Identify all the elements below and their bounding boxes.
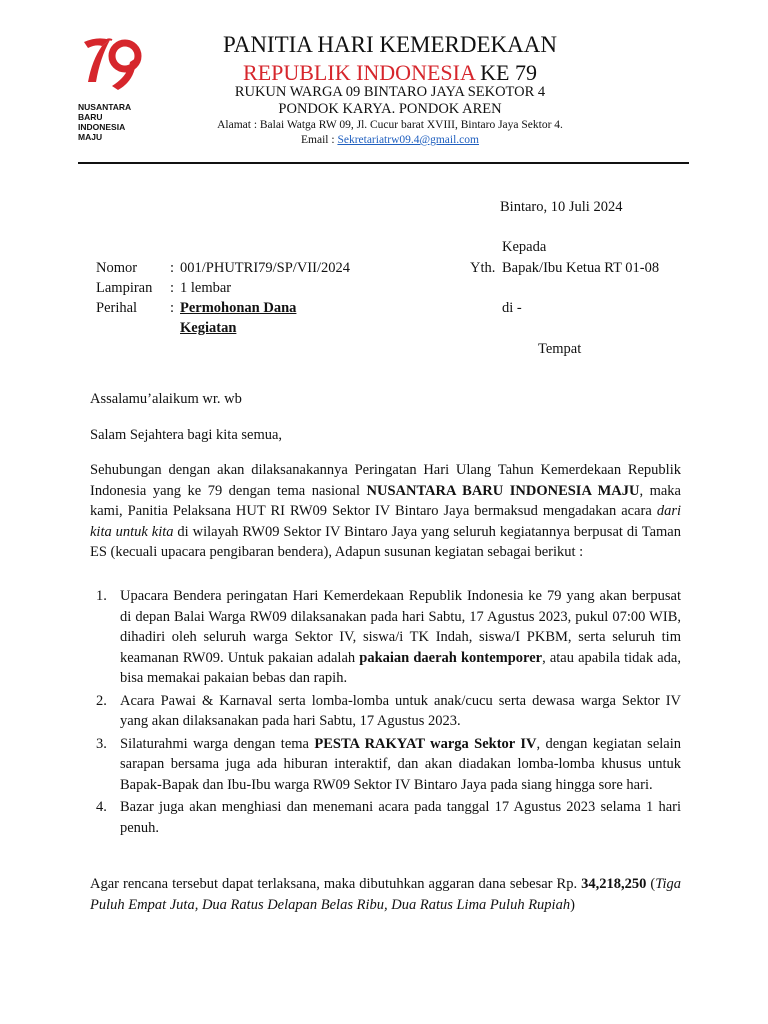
header-divider bbox=[78, 162, 689, 164]
item1-bold: pakaian daerah kontemporer bbox=[359, 649, 543, 666]
logo-line-2: BARU bbox=[78, 112, 103, 122]
email-label: Email : bbox=[301, 134, 338, 146]
letter-date: Bintaro, 10 Juli 2024 bbox=[500, 199, 623, 215]
item3-text-a: Silaturahmi warga dengan tema bbox=[120, 735, 315, 752]
lampiran-label: Lampiran bbox=[96, 280, 153, 296]
perihal-line-1: Permohonan Dana bbox=[180, 300, 297, 316]
item1-text-b: , atau apabila tidak ada, bisa memakai pakaian bebas dan rapih. bbox=[120, 649, 681, 686]
header-subtitle-red: REPUBLIK INDONESIA bbox=[243, 60, 475, 85]
lampiran-value: 1 lembar bbox=[180, 280, 232, 296]
intro-text-c: di wilayah RW09 Sektor IV Bintaro Jaya yang seluruh kegiatannya berpusat di Taman ES (kecuali upacara pengibaran bendera), Adapun susunan kegiatan sebagai berikut : bbox=[90, 523, 681, 560]
item2-text: Acara Pawai & Karnaval serta lomba-lomba untuk anak/cucu serta dewasa warga Sektor IV yang akan dilaksanakan pada hari Sabtu, 17 Agustus 2023. bbox=[120, 692, 681, 729]
nomor-colon: : bbox=[170, 260, 175, 276]
logo-line-3: INDONESIA bbox=[78, 122, 126, 132]
nomor-label: Nomor bbox=[96, 260, 138, 276]
list-number: 4. bbox=[96, 799, 107, 815]
logo-line-1: NUSANTARA bbox=[78, 102, 132, 112]
closing-paren-open: ( bbox=[650, 876, 656, 892]
item4-text: Bazar juga akan menghiasi dan menemani acara pada tanggal 17 Agustus 2023 selama 1 hari penuh. bbox=[120, 799, 681, 836]
recipient-yth: Yth. bbox=[470, 260, 496, 276]
list-item bbox=[90, 734, 681, 796]
closing-amount: 34,218,250 bbox=[581, 876, 647, 892]
header-area: PONDOK KARYA. PONDOK AREN bbox=[278, 101, 502, 117]
closing-amount-words: Tiga Puluh Empat Juta, Dua Ratus Delapan Belas Ribu, Dua Ratus Lima Puluh Rupiah bbox=[90, 876, 682, 913]
nomor-value: 001/PHUTRI79/SP/VII/2024 bbox=[180, 260, 350, 276]
item3-text-b: , dengan kegiatan selain sarapan bersama juga ada hiburan interaktif, dan akan diadakan lomba-lomba khusus untuk Bapak-Bapak dan Ibu-Ibu warga RW09 Sektor IV Bintaro Jaya pada siang hingga sore hari. bbox=[120, 735, 681, 793]
item1-text-a: Upacara Bendera peringatan Hari Kemerdekaan Republik Indonesia ke 79 yang akan berpusat di depan Balai Warga RW09 dilaksanakan pada hari Sabtu, 17 Agustus 2023, pukul 07:00 WIB, dihadiri oleh seluruh warga Sektor IV, siswa/i TK Indah, siswa/I PKBM, serta seluruh tim keamanan RW09. Untuk pakaian adalah bbox=[120, 588, 681, 666]
logo bbox=[78, 36, 158, 148]
header-rw: RUKUN WARGA 09 BINTARO JAYA SEKOTOR 4 bbox=[234, 84, 546, 100]
recipient-di: di - bbox=[502, 300, 522, 316]
intro-theme: NUSANTARA BARU INDONESIA MAJU bbox=[366, 482, 640, 499]
intro-text-a: Sehubungan dengan akan dilaksanakannya Peringatan Hari Ulang Tahun Kemerdekaan Republik Indonesia yang ke 79 dengan tema nasional bbox=[90, 462, 681, 499]
header-title: PANITIA HARI KEMERDEKAAN bbox=[223, 32, 557, 57]
lampiran-colon: : bbox=[170, 280, 175, 296]
closing-text: Agar rencana tersebut dapat terlaksana, maka dibutuhkan aggaran dana sebesar Rp. bbox=[90, 876, 582, 892]
perihal-colon: : bbox=[170, 300, 175, 316]
logo-line-4: MAJU bbox=[78, 132, 103, 142]
item3-bold: PESTA RAKYAT warga Sektor IV bbox=[314, 735, 537, 752]
intro-text-b: , maka kami, Panitia Pelaksana HUT RI RW09 Sektor IV Bintaro Jaya bermaksud mengadakan acara bbox=[90, 482, 681, 519]
recipient-kepada: Kepada bbox=[502, 239, 547, 255]
list-item bbox=[90, 691, 681, 732]
header-email-line bbox=[170, 134, 610, 146]
closing-paren-close: ) bbox=[570, 896, 575, 913]
perihal-label: Perihal bbox=[96, 300, 138, 316]
email-link[interactable]: Sekretariatrw09.4@gmail.com bbox=[337, 134, 479, 146]
logo-79-mark bbox=[78, 36, 144, 98]
greeting-1: Assalamu’alaikum wr. wb bbox=[90, 391, 242, 407]
intro-italic: dari kita untuk kita bbox=[90, 503, 681, 540]
header-subtitle-rest: KE 79 bbox=[474, 60, 537, 85]
header-address: Alamat : Balai Watga RW 09, Jl. Cucur barat XVIII, Bintaro Jaya Sektor 4. bbox=[217, 119, 563, 131]
list-item bbox=[90, 797, 681, 838]
recipient-tempat: Tempat bbox=[538, 341, 582, 357]
activity-list bbox=[90, 586, 681, 840]
header-subtitle bbox=[170, 60, 610, 86]
list-number: 1. bbox=[96, 588, 107, 604]
list-item bbox=[90, 586, 681, 689]
greeting-2: Salam Sejahtera bagi kita semua, bbox=[90, 427, 283, 443]
list-number: 3. bbox=[96, 735, 107, 752]
list-number: 2. bbox=[96, 692, 107, 709]
recipient-name: Bapak/Ibu Ketua RT 01-08 bbox=[502, 260, 660, 276]
perihal-line-2: Kegiatan bbox=[180, 320, 237, 336]
intro-paragraph bbox=[90, 460, 681, 563]
closing-paragraph bbox=[90, 874, 681, 915]
